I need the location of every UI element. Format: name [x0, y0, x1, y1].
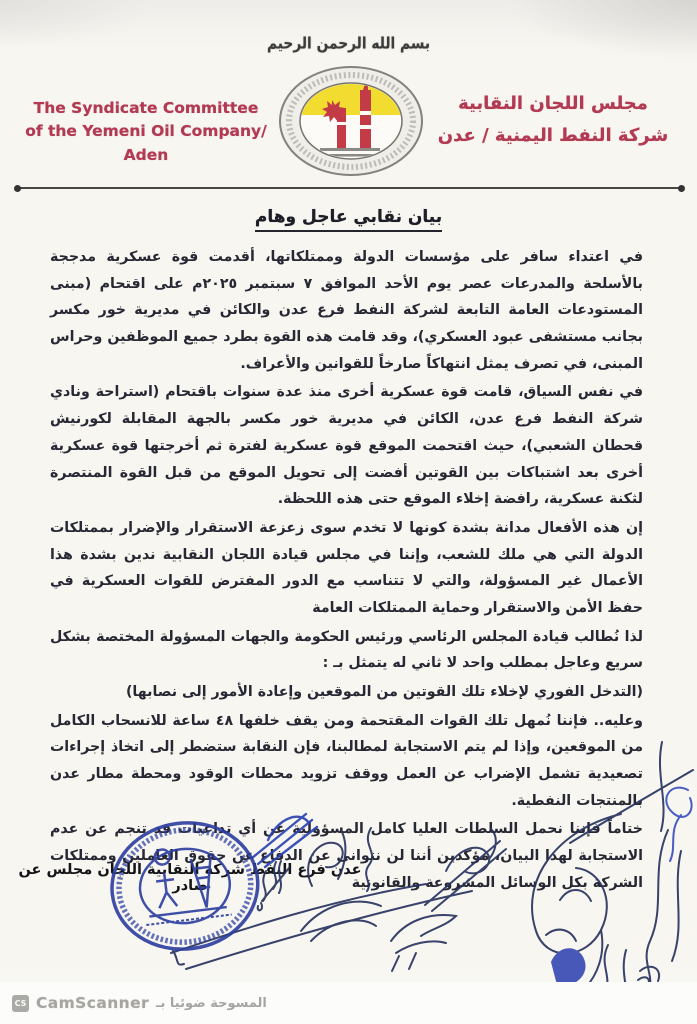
- yemeni-oil-company-emblem-icon: [276, 64, 426, 178]
- org-name-arabic-line1: مجلس اللجان النقابية: [458, 93, 648, 114]
- header-divider: [17, 187, 682, 189]
- statement-demand-line: (التدخل الفوري لإخلاء تلك القوتين من الموقعين وإعادة الأمور إلى نصابها): [125, 684, 643, 700]
- scanner-text-arabic: المسوحة ضوئيا بـ: [156, 995, 267, 1011]
- org-name-arabic: [435, 88, 671, 153]
- scanner-watermark-bar: [0, 982, 697, 1024]
- statement-paragraph: لذا نُطالب قيادة المجلس الرئاسي ورئيس الحكومة والجهات المسؤولة المختصة بشكل سريع وعاجل بمطلب واحد لا ثاني له يتمثل بـ :: [50, 628, 643, 672]
- org-name-english: [10, 97, 282, 167]
- statement-title: بيان نقابي عاجل وهام: [0, 207, 697, 227]
- statement-paragraph: ختاماً فإننا نحمل السلطات العليا كامل المسؤولية عن أي تداعيات قد تنجم عن عدم الاستجابة لهذا البيان، مؤكدين أننا لن نتوانى عن الدفاع عن حقوق العاملين وممتلكات الشركة بكل الوسائل المشروعة والقانونية: [50, 821, 643, 891]
- statement-body: [50, 244, 643, 899]
- scanner-brand: CamScanner: [36, 994, 150, 1012]
- statement-paragraph: في اعتداء سافر على مؤسسات الدولة وممتلكاتها، أقدمت قوة عسكرية مدججة بالأسلحة والمدرعات عصر يوم الأحد الموافق ٧ سبتمبر ٢٠٢٥م على اقتحام (مبنى المستودعات العامة التابعة لشركة النفط فرع عدن والكائن في مديرية خور مكسر بجانب مستشفى عبود العسكري)، وقد قامت هذه القوة بطرد جميع الموظفين وحراس المبنى، في تصرف يمثل انتهاكاً صارخاً للقوانين والأعراف.: [50, 249, 644, 372]
- org-name-english-line1: The Syndicate Committee: [33, 99, 259, 117]
- statement-paragraph: في نفس السياق، قامت قوة عسكرية أخرى منذ عدة سنوات باقتحام (استراحة ونادي شركة النفط فرع عدن، الكائن في مديرية خور مكسر بالجهة المقابلة لكورنيش قحطان الشعبي)، حيث اقتحمت الموقع قوة عسكرية لفترة ثم أخرجتها قوة عسكرية أخرى بعد اشتباكات بين القوتين أفضت إلى تحويل الموقع من قبل القوة المنتصرة لثكنة عسكرية، رافضة إخلاء الموقع حتى هذه اللحظة.: [50, 384, 643, 508]
- org-name-english-line2: of the Yemeni Oil Company/ Aden: [25, 122, 267, 164]
- statement-paragraph: إن هذه الأفعال مدانة بشدة كونها لا تخدم سوى زعزعة الاستقرار والإضرار بممتلكات الدولة التي هي ملك للشعب، وإننا في مجلس قيادة اللجان النقابية ندين بشدة هذا الأعمال غير المسؤولة، والتي لا تتناسب مع الدور المفترض للقوات العسكرية في حفظ الأمن والاستقرار وحماية الممتلكات العامة: [50, 519, 643, 616]
- union-council-round-stamp-icon: [96, 809, 274, 966]
- statement-paragraph: وعليه.. فإننا نُمهل تلك القوات المقتحمة ومن يقف خلفها ٤٨ ساعة للانسحاب الكامل من الموقعين، وإذا لم يتم الاستجابة لمطالبنا، فإن النقابة ستضطر إلى اتخاذ إجراءات تصعيدية تشمل الإضراب عن العمل ووقف تزويد محطات الوقود ومحطة مطار عدن بالمنتجات النفطية.: [50, 712, 643, 809]
- org-name-arabic-line2: شركة النفط اليمنية / عدن: [437, 125, 669, 147]
- bismillah-calligraphy: بسم الله الرحمن الرحيم: [266, 34, 431, 54]
- issued-by-line: عدن فرع النفط شركة النقابية اللجان مجلس عن صادر: [18, 862, 362, 894]
- camscanner-icon: CS: [12, 995, 29, 1012]
